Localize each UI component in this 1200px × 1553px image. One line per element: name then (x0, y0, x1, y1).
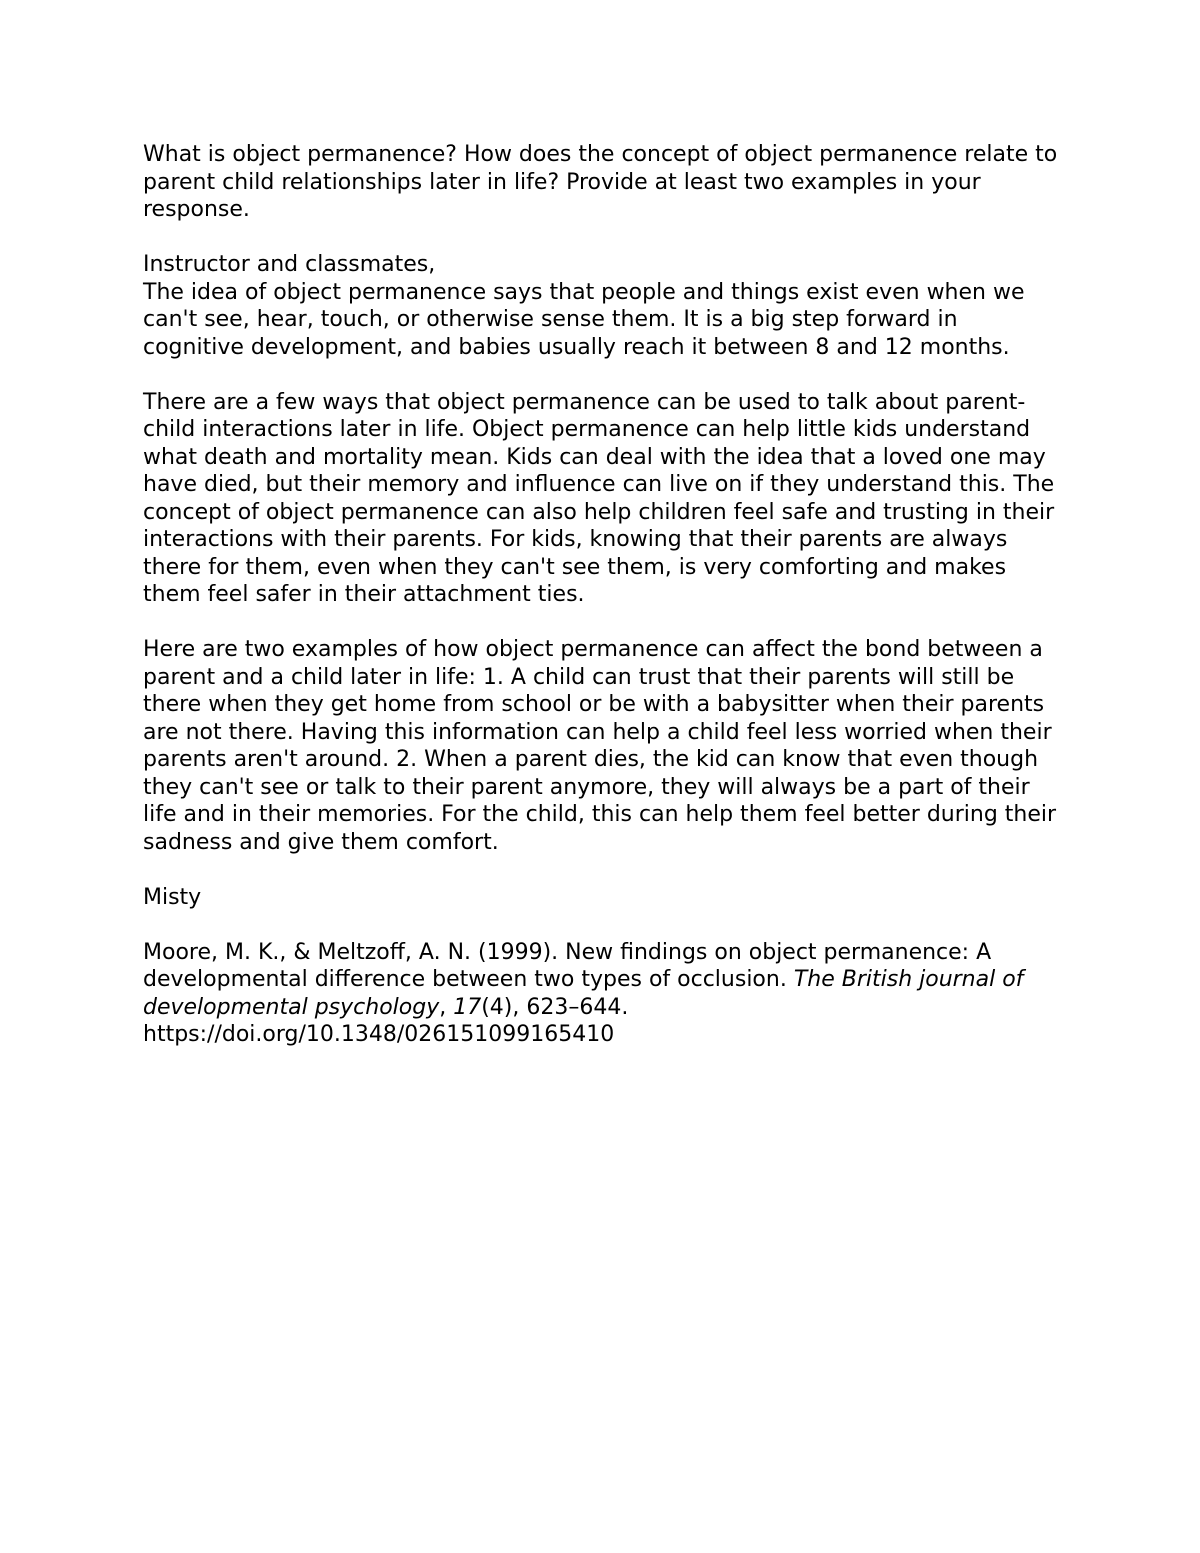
reference-journal: The British journal of developmental psychology (143, 967, 1024, 1020)
reference-authors-title: Moore, M. K., & Meltzoff, A. N. (1999). New findings on object permanence: A developmental difference between two types of occlusion. (143, 939, 992, 992)
paragraph-gap (143, 224, 1063, 252)
signature: Misty (143, 884, 202, 910)
reference-entry (143, 939, 1063, 1049)
document-body (143, 141, 1063, 1049)
response-paragraph-1: The idea of object permanence says that people and things exist even when we can't see, hear, touch, or otherwise sense them. It is a big step forward in cognitive development, and babies usually reach it between 8 and 12 months. (143, 279, 1025, 360)
response-paragraph-2: There are a few ways that object permanence can be used to talk about parent-child interactions later in life. Object permanence can help little kids understand what death and mortality mean. Kids can deal with the idea that a loved one may have died, but their memory and influence can live on if they understand this. The concept of object permanence can also help children feel safe and trusting in their interactions with their parents. For kids, knowing that their parents are always there for them, even when they can't see them, is very comforting and makes them feel safer in their attachment ties. (143, 389, 1055, 607)
paragraph-gap (143, 911, 1063, 939)
reference-doi: https://doi.org/10.1348/026151099165410 (143, 1022, 615, 1047)
discussion-question: What is object permanence? How does the concept of object permanence relate to parent child relationships later in life? Provide at least two examples in your response. (143, 142, 1058, 222)
paragraph-gap (143, 361, 1063, 389)
reference-issue-pages: (4), 623–644. (481, 994, 629, 1020)
response-paragraph-3: Here are two examples of how object permanence can affect the bond between a parent and a child later in life: 1. A child can trust that their parents will still be there when they get home from school or be with a babysitter when their parents are not there. Having this information can help a child feel less worried when their parents aren't around. 2. When a parent dies, the kid can know that even though they can't see or talk to their parent anymore, they will always be a part of their life and in their memories. For the child, this can help them feel better during their sadness and give them comfort. (143, 637, 1057, 855)
paragraph-gap (143, 856, 1063, 884)
greeting: Instructor and classmates, (143, 252, 436, 277)
paragraph-gap (143, 609, 1063, 637)
reference-separator: , (439, 994, 454, 1020)
reference-volume: 17 (453, 994, 482, 1020)
